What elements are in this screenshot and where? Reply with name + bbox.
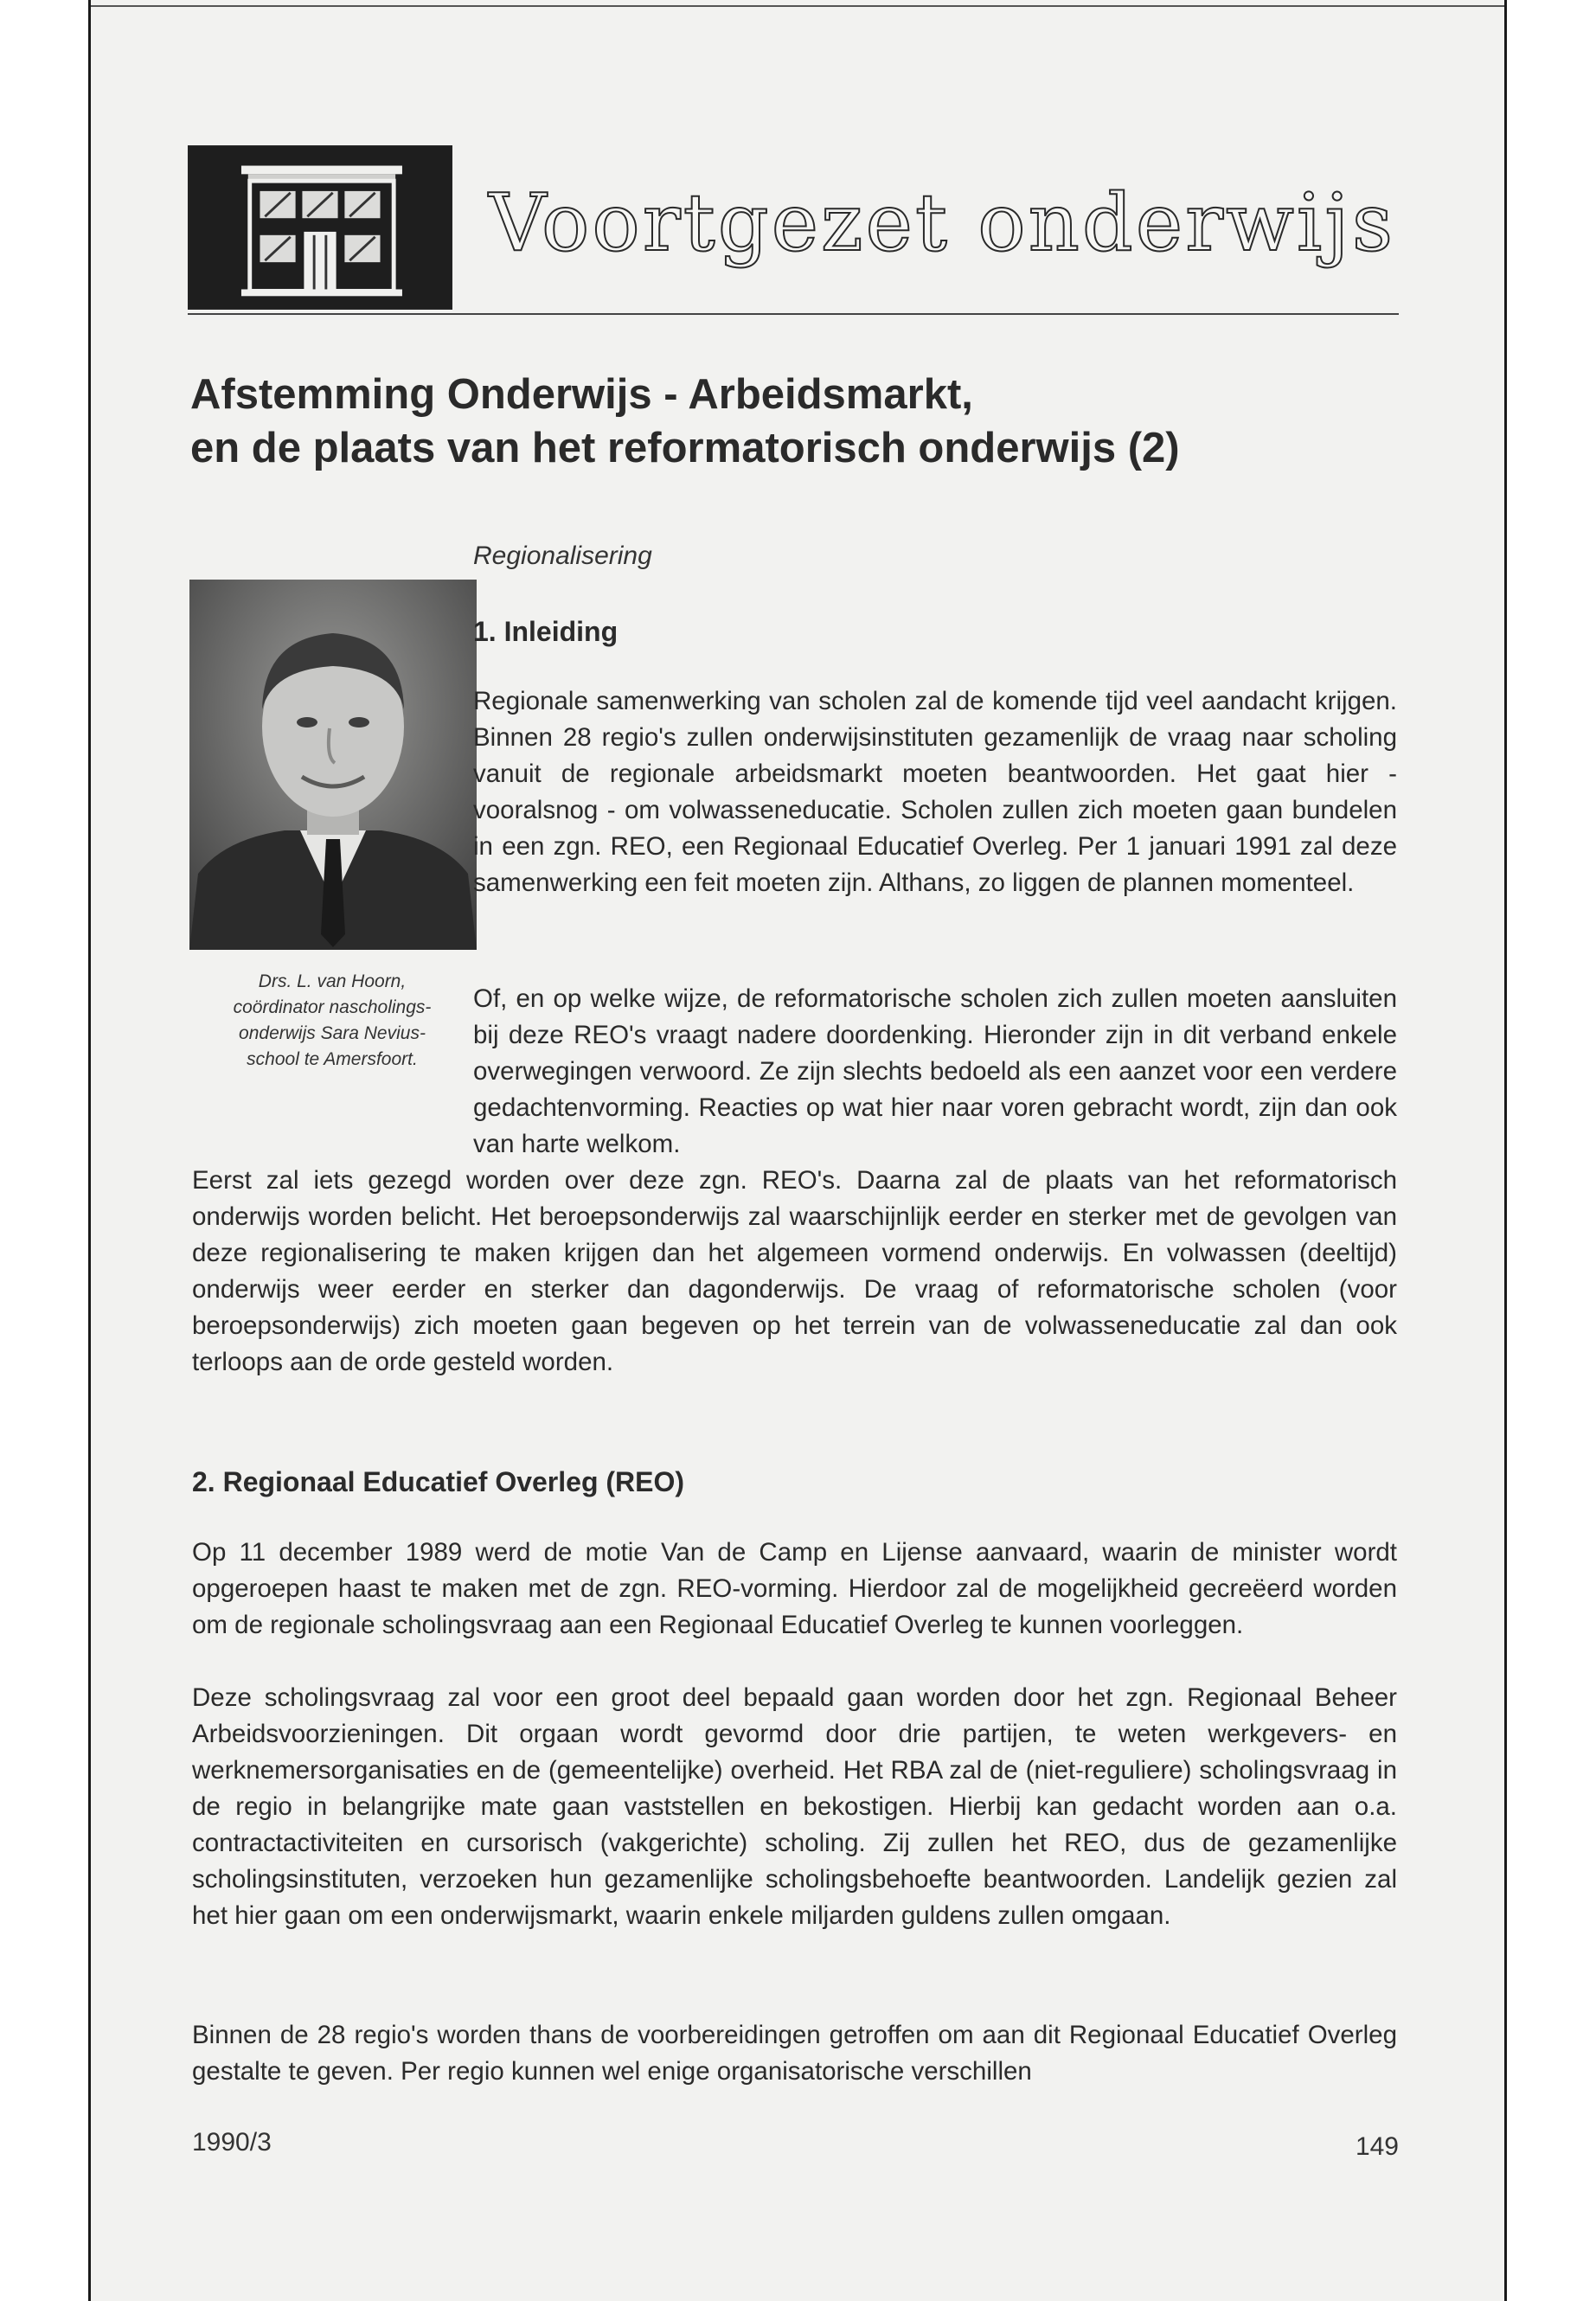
article-title <box>190 368 1445 475</box>
top-border-line <box>91 5 1504 7</box>
page-number: 149 <box>1355 2132 1399 2161</box>
caption-line: Drs. L. van Hoorn, <box>258 971 407 991</box>
issue-number: 1990/3 <box>192 2128 272 2157</box>
subsection-label: Regionalisering <box>473 542 652 570</box>
intro-paragraph-1: Regionale samenwerking van scholen zal de komende tijd veel aandacht krijgen. Binnen 28 regio's zullen onderwijsinstituten gezamenlijk de vraag naar scholing vanuit de regionale arbeidsmarkt moeten beantwoorden. Het gaat hier - vooralsnog - om volwasseneducatie. Scholen zullen zich moeten gaan bundelen in een zgn. REO, een Regionaal Educatief Overleg. Per 1 januari 1991 zal deze samenwerking een feit moeten zijn. Althans, zo liggen de plannen momenteel. <box>473 687 1397 897</box>
header-divider <box>188 313 1399 315</box>
article-title-line-1: Afstemming Onderwijs - Arbeidsmarkt, <box>190 371 973 418</box>
reo-paragraph-3: Binnen de 28 regio's worden thans de voorbereidingen getroffen om aan dit Regionaal Educatief Overleg gestalte te geven. Per regio kunnen wel enige organisatorische verschillen <box>192 2021 1397 2086</box>
heading-inleiding: 1. Inleiding <box>473 616 619 647</box>
caption-line: onderwijs Sara Nevius- <box>239 1023 426 1043</box>
school-building-logo-icon <box>188 145 452 310</box>
caption-line: school te Amersfoort. <box>247 1049 418 1069</box>
reo-paragraph-2: Deze scholingsvraag zal voor een groot deel bepaald gaan worden door het zgn. Regionaal Beheer Arbeidsvoorzieningen. Dit orgaan wordt gevormd door drie partijen, te weten werkgevers- en werknemersorganisaties en de (gemeentelijke) overheid. Het RBA zal de (niet-reguliere) scholingsvraag in de regio in belangrijke mate gaan vaststellen en bekostigen. Hierbij kan gedacht worden aan o.a. contractactiviteiten en cursorisch (vakgerichte) scholing. Zij zullen het REO, dus de gezamenlijke scholingsinstituten, verzoeken hun gezamenlijke scholingsbehoefte beantwoorden. Landelijk gezien zal het hier gaan om een onderwijsmarkt, waarin enkele miljarden guldens zullen omgaan. <box>192 1683 1397 1930</box>
heading-reo: 2. Regionaal Educatief Overleg (REO) <box>192 1466 685 1497</box>
intro-paragraph-2: Of, en op welke wijze, de reformatorische scholen zich zullen moeten aansluiten bij deze REO's vraagt nadere doordenking. Hieronder zijn in dit verband enkele overwegingen verwoord. Ze zijn slechts bedoeld als een aanzet voor een verdere gedachtenvorming. Reacties op wat hier naar voren gebracht wordt, zijn dan ook van harte welkom. <box>473 984 1397 1158</box>
page <box>88 0 1507 2301</box>
caption-line: coördinator nascholings- <box>233 997 432 1017</box>
article-title-line-2: en de plaats van het reformatorisch onderwijs (2) <box>190 425 1180 471</box>
photo-caption <box>193 969 471 1073</box>
reo-paragraph-1: Op 11 december 1989 werd de motie Van de Camp en Lijense aanvaard, waarin de minister wordt opgeroepen haast te maken met de zgn. REO-vorming. Hierdoor zal de mogelijkheid gecreëerd worden om de regionale scholingsvraag aan een Regionaal Educatief Overleg te kunnen voorleggen. <box>192 1538 1397 1639</box>
intro-paragraph-3: Eerst zal iets gezegd worden over deze zgn. REO's. Daarna zal de plaats van het reformatorisch onderwijs worden belicht. Het beroepsonderwijs zal waarschijnlijk eerder en sterker met de gevolgen van deze regionalisering te maken krijgen dan het algemeen vormend onderwijs. En volwassen (deeltijd) onderwijs weer eerder en sterker dan dagonderwijs. De vraag of reformatorische scholen (voor beroepsonderwijs) zich moeten gaan begeven op het terrein van de volwasseneducatie zal dan ook terloops aan de orde gesteld worden. <box>192 1166 1397 1376</box>
author-portrait-photo <box>189 580 477 950</box>
section-title: Voortgezet onderwijs <box>489 176 1396 269</box>
